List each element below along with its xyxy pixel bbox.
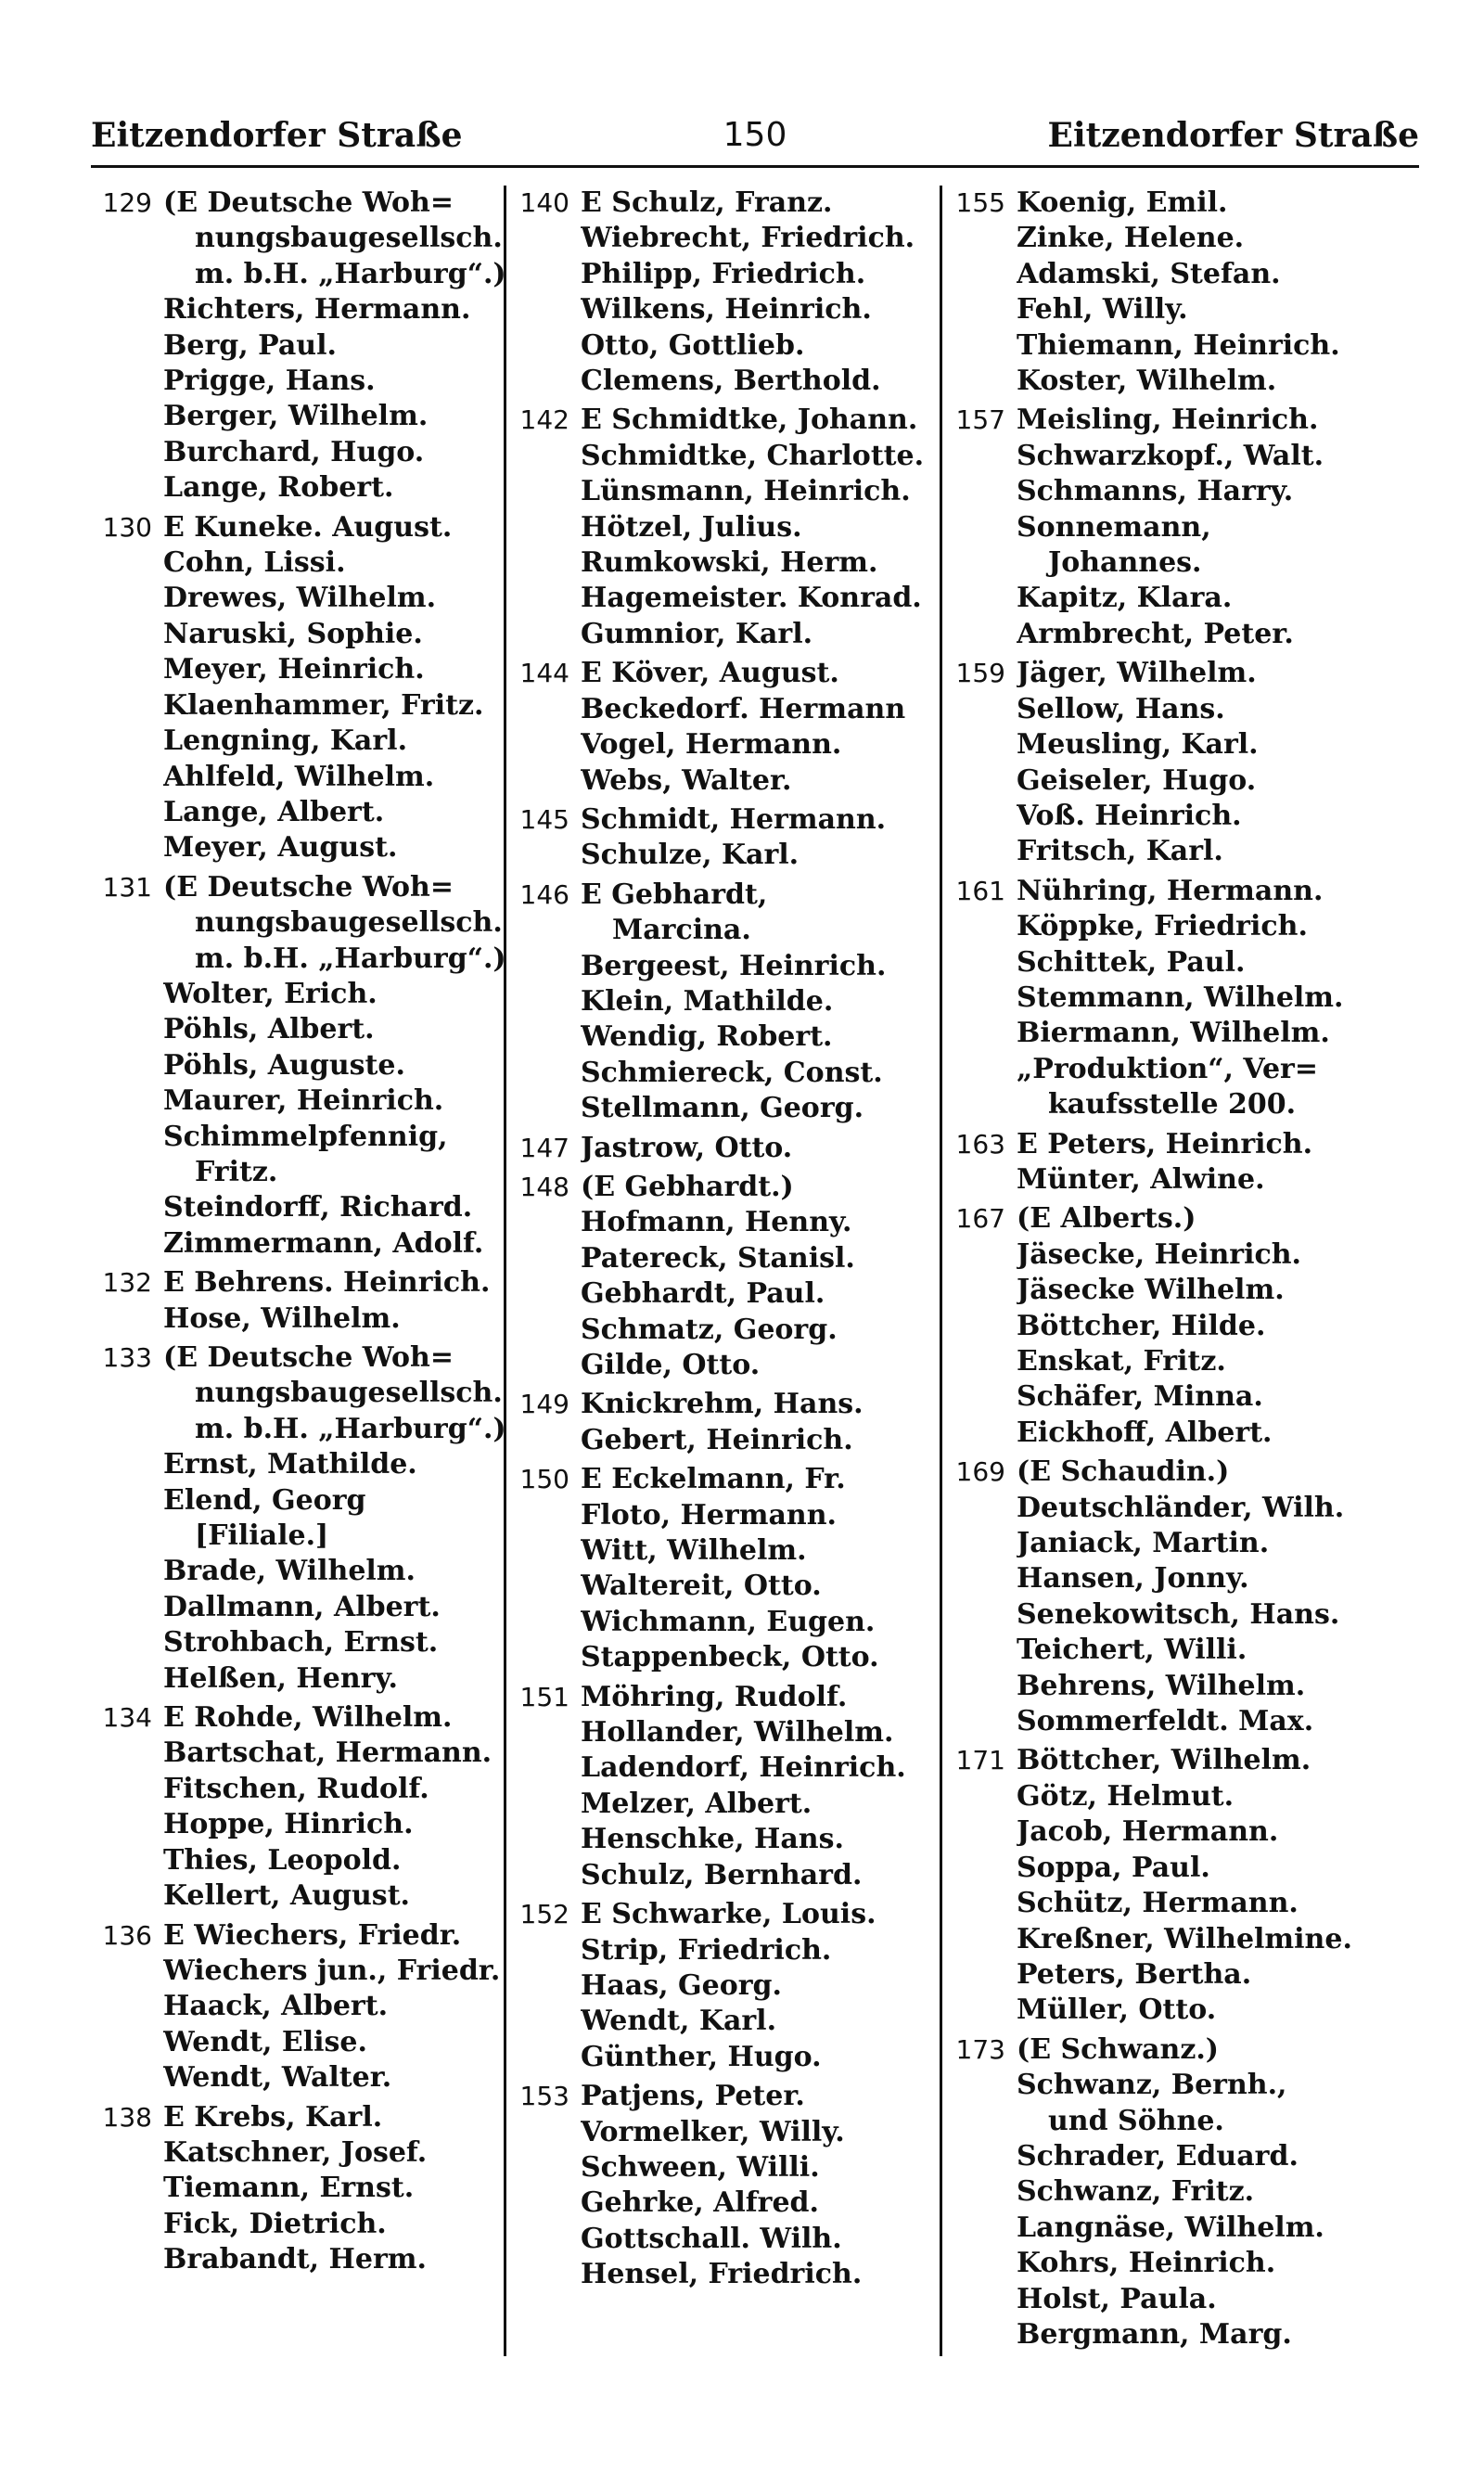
resident-line: Gehrke, Alfred. (581, 2186, 819, 2220)
house-entry (519, 878, 932, 1127)
header-street-left: Eitzendorfer Straße (91, 116, 463, 155)
house-entry (519, 186, 932, 399)
resident-line: Gebhardt, Paul. (581, 1277, 825, 1311)
house-number: 161 (955, 875, 1005, 906)
resident-line: Fitschen, Rudolf. (163, 1772, 429, 1805)
resident-line: Haas, Georg. (581, 1968, 782, 2002)
house-number: 142 (519, 404, 569, 436)
house-entry (519, 403, 932, 652)
resident-line: Ahlfeld, Wilhelm. (163, 760, 435, 793)
house-number: 159 (955, 658, 1005, 689)
column-2 (504, 186, 940, 2356)
resident-line: Enskat, Fritz. (1017, 1345, 1226, 1378)
resident-line: Marcina. (612, 914, 751, 947)
resident-line: Sonnemann, (1017, 510, 1211, 544)
resident-line: Hoppe, Hinrich. (163, 1808, 414, 1841)
house-number: 157 (955, 404, 1005, 436)
resident-line: Gilde, Otto. (581, 1349, 761, 1381)
resident-list (1017, 1743, 1412, 2028)
resident-line: Münter, Alwine. (1017, 1162, 1265, 1196)
resident-line: Ernst, Mathilde. (163, 1448, 417, 1481)
house-entry (519, 1462, 932, 1675)
resident-line: (E Deutsche Woh= (163, 870, 454, 904)
resident-line: kaufsstelle 200. (1048, 1088, 1297, 1122)
resident-line: Fritsch, Karl. (1017, 835, 1223, 868)
resident-list (581, 1462, 932, 1675)
resident-line: Stappenbeck, Otto. (581, 1641, 879, 1674)
resident-list (581, 403, 932, 652)
house-number: 140 (519, 187, 569, 218)
resident-list (1017, 403, 1412, 652)
header-rule (91, 165, 1419, 168)
resident-line: Deutschländer, Wilh. (1017, 1491, 1345, 1524)
resident-line: Pöhls, Albert. (163, 1013, 375, 1046)
house-entry (955, 186, 1412, 399)
house-number: 169 (955, 1456, 1005, 1488)
resident-line: Jäger, Wilhelm. (1017, 657, 1257, 690)
resident-line: Rumkowski, Herm. (581, 546, 878, 580)
resident-line: E Schulz, Franz. (581, 186, 833, 219)
resident-line: Clemens, Berthold. (581, 365, 881, 398)
resident-line: Köppke, Friedrich. (1017, 910, 1308, 943)
house-number: 151 (519, 1681, 569, 1712)
house-number: 134 (102, 1702, 152, 1734)
resident-line: Dallmann, Albert. (163, 1590, 441, 1623)
house-entry (955, 1127, 1412, 1199)
resident-line: Voß. Heinrich. (1017, 799, 1242, 832)
house-entry (519, 1131, 932, 1166)
resident-list (1017, 874, 1412, 1123)
resident-list (163, 1918, 500, 2096)
resident-line: Lange, Albert. (163, 795, 385, 828)
resident-line: Strip, Friedrich. (581, 1933, 832, 1967)
resident-line: Otto, Gottlieb. (581, 328, 805, 362)
house-number: 146 (519, 878, 569, 910)
resident-line: Schmanns, Harry. (1017, 475, 1294, 508)
resident-line: Katschner, Josef. (163, 2135, 428, 2169)
resident-line: Wiebrecht, Friedrich. (581, 222, 915, 255)
resident-list (581, 1131, 932, 1166)
resident-line: Patjens, Peter. (581, 2080, 805, 2113)
page-header (91, 109, 1419, 161)
resident-line: Holst, Paula. (1017, 2282, 1217, 2315)
column-1 (91, 186, 504, 2356)
resident-line: E Schwarke, Louis. (581, 1898, 876, 1931)
house-number: 144 (519, 658, 569, 689)
resident-line: Götz, Helmut. (1017, 1779, 1235, 1813)
resident-line: Jäsecke, Heinrich. (1017, 1237, 1302, 1271)
resident-line: Günther, Hugo. (581, 2040, 822, 2073)
resident-line: Schulze, Karl. (581, 839, 800, 872)
resident-line: nungsbaugesellsch. (195, 222, 503, 255)
resident-line: Langnäse, Wilhelm. (1017, 2211, 1324, 2244)
resident-line: Haack, Albert. (163, 1990, 389, 2023)
resident-line: Zinke, Helene. (1017, 222, 1245, 255)
house-number: 173 (955, 2033, 1005, 2065)
house-number: 131 (102, 871, 152, 903)
resident-line: (E Deutsche Woh= (163, 1341, 454, 1374)
resident-line: Sommerfeldt. Max. (1017, 1705, 1314, 1738)
resident-line: Zimmermann, Adolf. (163, 1226, 484, 1260)
resident-line: (E Schaudin.) (1017, 1455, 1230, 1489)
resident-line: Behrens, Wilhelm. (1017, 1669, 1306, 1702)
resident-line: Schrader, Eduard. (1017, 2139, 1298, 2173)
resident-line: Kreßner, Wilhelmine. (1017, 1922, 1352, 1955)
resident-line: nungsbaugesellsch. (195, 906, 503, 940)
resident-line: Hollander, Wilhelm. (581, 1716, 894, 1750)
resident-line: Hensel, Friedrich. (581, 2258, 863, 2291)
house-number: 167 (955, 1203, 1005, 1235)
resident-line: Schulz, Bernhard. (581, 1858, 863, 1891)
resident-line: Schmatz, Georg. (581, 1313, 838, 1346)
house-entry (91, 1918, 501, 2096)
resident-line: Maurer, Heinrich. (163, 1084, 444, 1118)
house-entry (955, 403, 1412, 652)
house-entry (91, 1700, 496, 1914)
resident-line: [Filiale.] (195, 1519, 329, 1553)
resident-line: Schween, Willi. (581, 2150, 820, 2184)
resident-line: Fritz. (195, 1155, 278, 1188)
house-entry (519, 1387, 932, 1458)
resident-list (1017, 2032, 1412, 2353)
resident-line: Pöhls, Auguste. (163, 1048, 405, 1082)
resident-line: E Gebhardt, (581, 878, 768, 911)
resident-line: Vormelker, Willy. (581, 2115, 845, 2148)
resident-line: Wilkens, Heinrich. (581, 293, 872, 327)
resident-line: Gottschall. Wilh. (581, 2222, 842, 2255)
house-entry (519, 656, 932, 799)
resident-line: Koster, Wilhelm. (1017, 365, 1277, 398)
resident-list (581, 1680, 932, 1893)
resident-line: Schimmelpfennig, (163, 1120, 448, 1153)
page-number: 150 (723, 116, 787, 154)
resident-line: Senekowitsch, Hans. (1017, 1597, 1340, 1631)
resident-line: Wolter, Erich. (163, 977, 377, 1010)
house-number: 129 (102, 187, 152, 218)
resident-line: Geiseler, Hugo. (1017, 763, 1257, 797)
resident-line: Wendig, Robert. (581, 1020, 833, 1054)
resident-line: Knickrehm, Hans. (581, 1388, 864, 1421)
resident-line: Schmiereck, Const. (581, 1056, 883, 1089)
columns (91, 186, 1419, 2356)
resident-line: nungsbaugesellsch. (195, 1377, 503, 1410)
resident-line: Hansen, Jonny. (1017, 1562, 1249, 1596)
house-entry (955, 1743, 1412, 2028)
resident-line: Lünsmann, Heinrich. (581, 475, 911, 508)
resident-line: Thies, Leopold. (163, 1843, 402, 1877)
resident-line: Lange, Robert. (163, 471, 394, 505)
resident-line: Schwanz, Fritz. (1017, 2175, 1255, 2209)
resident-line: Naruski, Sophie. (163, 617, 423, 650)
resident-line: Beckedorf. Hermann (581, 692, 906, 725)
resident-line: E Wiechers, Friedr. (163, 1918, 462, 1952)
house-number: 138 (102, 2101, 152, 2133)
resident-line: Schittek, Paul. (1017, 945, 1246, 979)
resident-line: E Behrens. Heinrich. (163, 1266, 491, 1300)
resident-list (163, 1700, 496, 1914)
resident-list (1017, 1127, 1412, 1199)
house-number: 150 (519, 1464, 569, 1495)
house-number: 133 (102, 1342, 152, 1373)
resident-line: Gumnior, Karl. (581, 617, 813, 650)
resident-line: m. b.H. „Harburg“.) (195, 257, 506, 290)
resident-line: Biermann, Wilhelm. (1017, 1017, 1330, 1050)
resident-line: E Köver, August. (581, 657, 839, 690)
resident-line: Henschke, Hans. (581, 1823, 844, 1856)
resident-list (163, 2100, 496, 2278)
resident-line: Waltereit, Otto. (581, 1570, 822, 1603)
resident-line: Stemmann, Wilhelm. (1017, 981, 1344, 1014)
resident-line: Kapitz, Klara. (1017, 582, 1233, 615)
resident-line: Webs, Walter. (581, 763, 792, 797)
house-entry (955, 2032, 1412, 2353)
resident-line: Wichmann, Eugen. (581, 1605, 876, 1638)
resident-list (1017, 1201, 1412, 1451)
resident-line: Berg, Paul. (163, 328, 337, 362)
resident-list (163, 870, 506, 1262)
resident-line: Eickhoff, Albert. (1017, 1416, 1273, 1449)
house-entry (91, 870, 506, 1262)
resident-line: Kellert, August. (163, 1879, 411, 1913)
header-street-right: Eitzendorfer Straße (1047, 116, 1419, 155)
resident-line: Vogel, Hermann. (581, 728, 842, 762)
house-entry (91, 2100, 496, 2278)
resident-line: Schwarzkopf., Walt. (1017, 439, 1324, 472)
house-entry (519, 1897, 932, 2075)
resident-line: Bergmann, Marg. (1017, 2317, 1292, 2351)
house-entry (91, 186, 506, 506)
resident-line: Klein, Mathilde. (581, 984, 834, 1018)
resident-line: Nühring, Hermann. (1017, 874, 1324, 907)
resident-line: Hagemeister. Konrad. (581, 582, 922, 615)
resident-line: Wendt, Walter. (163, 2061, 392, 2095)
resident-line: Schmidtke, Charlotte. (581, 439, 925, 472)
resident-line: Meyer, Heinrich. (163, 653, 425, 686)
resident-line: Thiemann, Heinrich. (1017, 328, 1340, 362)
resident-line: E Rohde, Wilhelm. (163, 1701, 453, 1735)
house-entry (519, 1170, 932, 1383)
resident-list (1017, 186, 1412, 399)
resident-line: Helßen, Henry. (163, 1661, 398, 1695)
resident-line: Stellmann, Georg. (581, 1092, 864, 1125)
house-number: 163 (955, 1128, 1005, 1160)
resident-line: Fehl, Willy. (1017, 293, 1188, 327)
resident-line: Böttcher, Wilhelm. (1017, 1744, 1311, 1777)
resident-line: Strohbach, Ernst. (163, 1626, 439, 1660)
house-number: 130 (102, 511, 152, 543)
resident-line: Schwanz, Bernh., (1017, 2069, 1287, 2102)
house-number: 153 (519, 2081, 569, 2112)
resident-line: Patereck, Stanisl. (581, 1241, 855, 1275)
resident-line: Wendt, Karl. (581, 2005, 777, 2038)
resident-line: „Produktion“, Ver= (1017, 1052, 1318, 1085)
resident-line: Müller, Otto. (1017, 1993, 1217, 2027)
resident-line: Möhring, Rudolf. (581, 1680, 848, 1713)
house-number: 152 (519, 1899, 569, 1930)
resident-line: E Krebs, Karl. (163, 2100, 383, 2134)
resident-line: Bergeest, Heinrich. (581, 949, 887, 982)
resident-list (1017, 1455, 1412, 1739)
resident-line: Jastrow, Otto. (581, 1131, 793, 1164)
resident-line: Hofmann, Henny. (581, 1206, 852, 1239)
house-entry (519, 1680, 932, 1893)
resident-line: Richters, Hermann. (163, 293, 471, 327)
house-entry (91, 1265, 496, 1337)
house-number: 155 (955, 187, 1005, 218)
house-entry (519, 802, 932, 874)
resident-list (581, 2079, 932, 2292)
resident-line: Wiechers jun., Friedr. (163, 1954, 501, 1987)
resident-line: Berger, Wilhelm. (163, 400, 429, 433)
resident-line: Wendt, Elise. (163, 2025, 367, 2058)
resident-line: und Söhne. (1048, 2104, 1224, 2137)
resident-line: m. b.H. „Harburg“.) (195, 1412, 506, 1445)
resident-line: Brabandt, Herm. (163, 2243, 427, 2276)
house-number: 145 (519, 803, 569, 835)
resident-line: Floto, Hermann. (581, 1498, 837, 1532)
resident-line: Tiemann, Ernst. (163, 2172, 415, 2205)
resident-line: Schmidt, Hermann. (581, 802, 887, 836)
house-entry (955, 1201, 1412, 1451)
resident-line: Meyer, August. (163, 831, 398, 865)
resident-line: Drewes, Wilhelm. (163, 582, 437, 615)
resident-line: Böttcher, Hilde. (1017, 1309, 1266, 1342)
resident-list (581, 878, 932, 1127)
resident-line: Adamski, Stefan. (1017, 257, 1281, 290)
resident-line: Gebert, Heinrich. (581, 1423, 853, 1456)
resident-line: Johannes. (1048, 546, 1202, 580)
resident-line: Philipp, Friedrich. (581, 257, 866, 290)
resident-list (163, 1265, 496, 1337)
resident-line: Schütz, Hermann. (1017, 1887, 1298, 1920)
resident-line: Schäfer, Minna. (1017, 1380, 1263, 1414)
house-entry (519, 2079, 932, 2292)
house-number: 149 (519, 1389, 569, 1420)
house-entry (955, 1455, 1412, 1739)
resident-line: E Kuneke. August. (163, 510, 453, 544)
resident-line: Hötzel, Julius. (581, 510, 802, 544)
resident-list (163, 186, 506, 506)
resident-line: Armbrecht, Peter. (1017, 617, 1294, 650)
resident-line: Steindorff, Richard. (163, 1191, 473, 1224)
resident-line: Bartschat, Hermann. (163, 1737, 493, 1770)
resident-line: Jäsecke Wilhelm. (1017, 1274, 1285, 1307)
resident-list (1017, 656, 1412, 869)
resident-line: Fick, Dietrich. (163, 2207, 387, 2240)
resident-list (163, 1340, 506, 1697)
resident-line: (E Alberts.) (1017, 1202, 1196, 1236)
house-number: 132 (102, 1267, 152, 1299)
resident-line: Melzer, Albert. (581, 1787, 812, 1820)
house-number: 171 (955, 1745, 1005, 1776)
resident-line: Teichert, Willi. (1017, 1634, 1247, 1667)
resident-line: m. b.H. „Harburg“.) (195, 942, 506, 975)
resident-list (581, 1897, 932, 2075)
house-entry (955, 874, 1412, 1123)
resident-line: Peters, Bertha. (1017, 1957, 1252, 1991)
resident-line: Meisling, Heinrich. (1017, 404, 1319, 437)
resident-list (581, 802, 932, 874)
resident-list (581, 656, 932, 799)
resident-list (581, 1387, 932, 1458)
resident-list (163, 510, 496, 866)
resident-line: Soppa, Paul. (1017, 1851, 1210, 1884)
resident-line: E Eckelmann, Fr. (581, 1463, 846, 1496)
house-entry (91, 1340, 506, 1697)
resident-line: Ladendorf, Heinrich. (581, 1751, 906, 1785)
resident-line: E Schmidtke, Johann. (581, 404, 918, 437)
resident-line: Witt, Wilhelm. (581, 1534, 807, 1568)
house-number: 147 (519, 1132, 569, 1163)
resident-line: Prigge, Hans. (163, 365, 376, 398)
resident-line: (E Gebhardt.) (581, 1170, 794, 1203)
resident-line: Kohrs, Heinrich. (1017, 2247, 1276, 2280)
resident-line: Janiack, Martin. (1017, 1527, 1270, 1560)
resident-line: (E Schwanz.) (1017, 2032, 1219, 2066)
house-entry (955, 656, 1412, 869)
resident-list (581, 1170, 932, 1383)
house-number: 136 (102, 1919, 152, 1951)
resident-line: Burchard, Hugo. (163, 435, 425, 468)
resident-line: (E Deutsche Woh= (163, 186, 454, 219)
resident-line: Brade, Wilhelm. (163, 1555, 416, 1588)
house-entry (91, 510, 496, 866)
house-number: 148 (519, 1171, 569, 1202)
resident-list (581, 186, 932, 399)
column-3 (940, 186, 1419, 2356)
resident-line: Lengning, Karl. (163, 724, 408, 758)
resident-line: Hose, Wilhelm. (163, 1301, 401, 1335)
resident-line: Elend, Georg (163, 1483, 366, 1517)
resident-line: Jacob, Hermann. (1017, 1815, 1279, 1849)
resident-line: Sellow, Hans. (1017, 692, 1225, 725)
resident-line: Cohn, Lissi. (163, 546, 346, 580)
resident-line: Klaenhammer, Fritz. (163, 688, 484, 722)
resident-line: Koenig, Emil. (1017, 186, 1228, 219)
resident-line: E Peters, Heinrich. (1017, 1127, 1313, 1160)
resident-line: Meusling, Karl. (1017, 728, 1259, 762)
